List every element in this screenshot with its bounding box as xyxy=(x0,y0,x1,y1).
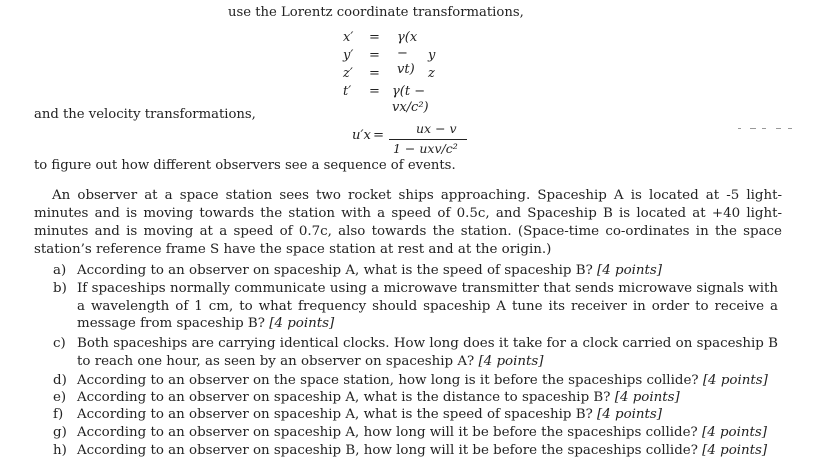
equation-lhs: x′ xyxy=(343,30,354,45)
equation-rhs: γ(t − vx/c²) xyxy=(392,84,429,115)
question-label: h) xyxy=(53,443,67,458)
question-points: [4 points] xyxy=(597,407,663,422)
question-points: [4 points] xyxy=(702,373,768,388)
events-line-text: to figure out how different observers see a sequence of events. xyxy=(34,158,456,173)
question-points: [4 points] xyxy=(702,443,768,458)
question-label: f) xyxy=(53,407,64,422)
equation-rhs: z xyxy=(428,66,435,81)
velocity-intro-text: and the velocity transformations, xyxy=(34,107,256,122)
scan-mark xyxy=(738,128,741,129)
equation-rhs: γ(x − vt) xyxy=(397,30,418,77)
velocity-lhs: u′x xyxy=(352,128,371,143)
problem-paragraph: An observer at a space station sees two rocket ships approaching. Spaceship A is located at -5 light-minutes and is moving towards the station with a speed of 0.5c, and Spaceship B is located at +40 light-minutes and is moving at a speed of 0.7c, also towards the station. (Space-time co-ordinates in the space station’s reference frame S have the space station at rest and at the origin.) xyxy=(34,188,782,257)
question-label: c) xyxy=(53,336,66,351)
question-text: According to an observer on spaceship A, what is the speed of spaceship B? xyxy=(77,263,593,278)
question-label: b) xyxy=(53,281,67,296)
question-text: According to an observer on spaceship A, what is the speed of spaceship B? xyxy=(77,407,593,422)
fraction-bar xyxy=(389,139,467,140)
question-points: [4 points] xyxy=(478,353,544,369)
scan-mark xyxy=(762,128,766,129)
fraction-denominator: 1 − uxv/c² xyxy=(393,141,458,156)
question-text: According to an observer on the space station, how long is it before the spaceships collide? xyxy=(77,373,699,388)
question-points: [4 points] xyxy=(701,425,767,440)
question-text: Both spaceships are carrying identical clocks. How long does it take for a clock carried on spaceship B to reach one hour, as seen by an observer on spaceship A? xyxy=(77,336,778,369)
fraction-numerator: ux − v xyxy=(416,121,457,136)
scan-mark xyxy=(788,128,792,129)
question-points: [4 points] xyxy=(614,390,680,405)
scan-mark xyxy=(750,128,756,129)
question-text: According to an observer on spaceship A, how long will it be before the spaceships collide? xyxy=(77,425,698,440)
equals-sign: = xyxy=(369,84,380,99)
equation-rhs: y xyxy=(428,48,436,63)
question-text: According to an observer on spaceship B, how long will it be before the spaceships collide? xyxy=(77,443,698,458)
equals-sign: = xyxy=(369,48,380,63)
equation-lhs: t′ xyxy=(343,84,352,99)
equals-sign: = xyxy=(373,128,385,143)
equation-lhs: z′ xyxy=(343,66,353,81)
equals-sign: = xyxy=(369,30,380,45)
intro-text: use the Lorentz coordinate transformations, xyxy=(228,5,524,20)
question-points: [4 points] xyxy=(597,263,663,278)
equation-lhs: y′ xyxy=(343,48,354,63)
question-label: g) xyxy=(53,425,67,440)
question-text: If spaceships normally communicate using a microwave transmitter that sends microwave signals with a wavelength of 1 cm, to what frequency should spaceship A tune its receiver in order to receive a message from spaceship B? xyxy=(77,281,778,331)
question-label: d) xyxy=(53,373,67,388)
question-text: According to an observer on spaceship A, what is the distance to spaceship B? xyxy=(77,390,611,405)
question-points: [4 points] xyxy=(269,316,335,331)
equals-sign: = xyxy=(369,66,380,81)
scan-mark xyxy=(776,128,781,129)
question-label: a) xyxy=(53,263,67,278)
question-label: e) xyxy=(53,390,67,405)
